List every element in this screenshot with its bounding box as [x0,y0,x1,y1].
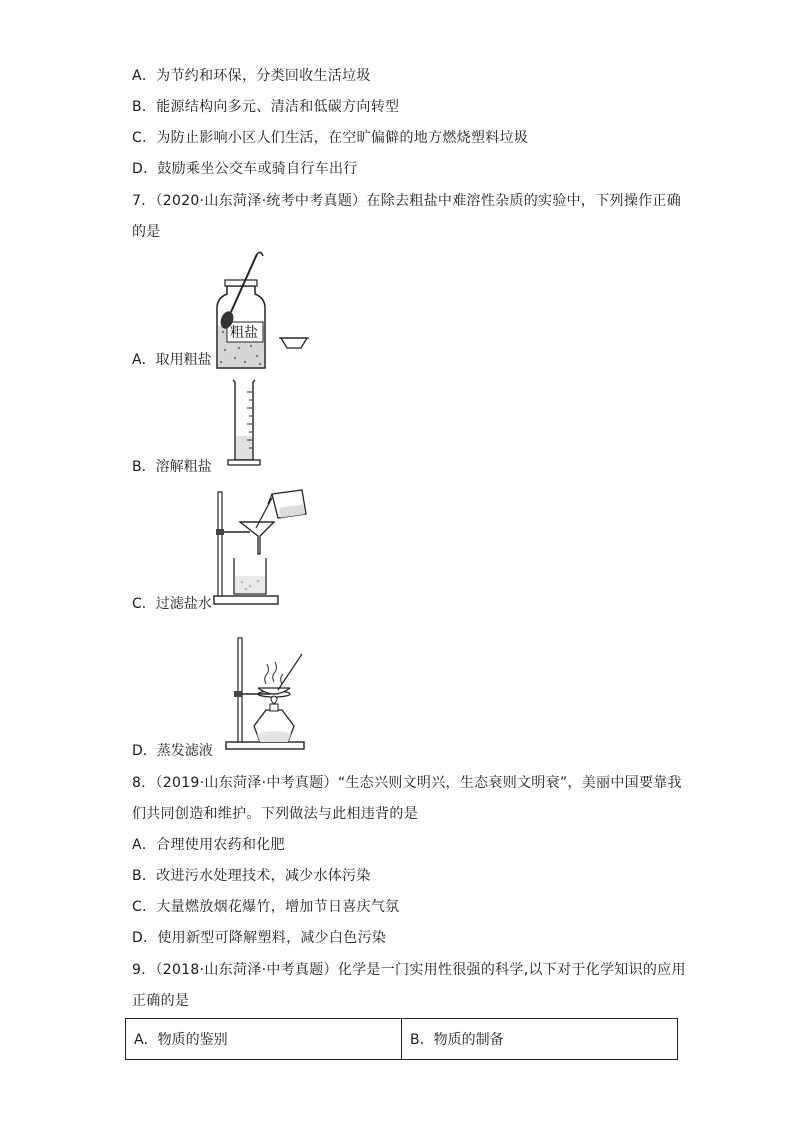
q9-cell-b: B．物质的制备 [402,1019,678,1060]
q8-option-a: A．合理使用农药和化肥 [132,837,285,853]
table-row [126,1019,678,1060]
q7-stem-line1: 7．（2020·山东菏泽·统考中考真题）在除去粗盐中难溶性杂质的实验中，下列操作正确 [132,193,682,209]
q7-option-c-label: C．过滤盐水 [132,596,212,612]
q9-stem-line1: 9．（2018·山东菏泽·中考真题）化学是一门实用性很强的科学,以下对于化学知识的应用 [132,962,686,978]
q6-option-a: A．为节约和环保，分类回收生活垃圾 [132,68,371,84]
q8-stem-line1: 8．（2019·山东菏泽·中考真题）“生态兴则文明兴，生态衰则文明衰”，美丽中国要靠我 [132,775,682,791]
figure-filtration [210,484,315,609]
q8-option-b: B．改进污水处理技术，减少水体污染 [132,868,371,884]
q9-cell-a: A．物质的鉴别 [126,1019,402,1060]
figure-evaporation [222,634,317,752]
q6-option-b: B．能源结构向多元、清洁和低碳方向转型 [132,99,400,115]
figure-graduated-cylinder [225,378,270,468]
q7-option-a-label: A．取用粗盐 [132,352,212,368]
q7-option-b-label: B．溶解粗盐 [132,459,212,475]
q7-stem-line2: 的是 [132,224,161,240]
q9-stem-line2: 正确的是 [132,993,190,1009]
q8-option-d: D．使用新型可降解塑料，减少白色污染 [132,930,387,946]
figure-take-salt [205,250,315,370]
jar-label: 粗盐 [230,325,258,341]
q9-option-table [125,1018,678,1060]
q6-option-d: D．鼓励乘坐公交车或骑自行车出行 [132,161,358,177]
q8-option-c: C．大量燃放烟花爆竹，增加节日喜庆气氛 [132,899,400,915]
q8-stem-line2: 们共同创造和维护。下列做法与此相违背的是 [132,806,418,822]
q7-option-d-label: D．蒸发滤液 [132,743,213,759]
q6-option-c: C．为防止影响小区人们生活，在空旷偏僻的地方燃烧塑料垃圾 [132,130,529,146]
